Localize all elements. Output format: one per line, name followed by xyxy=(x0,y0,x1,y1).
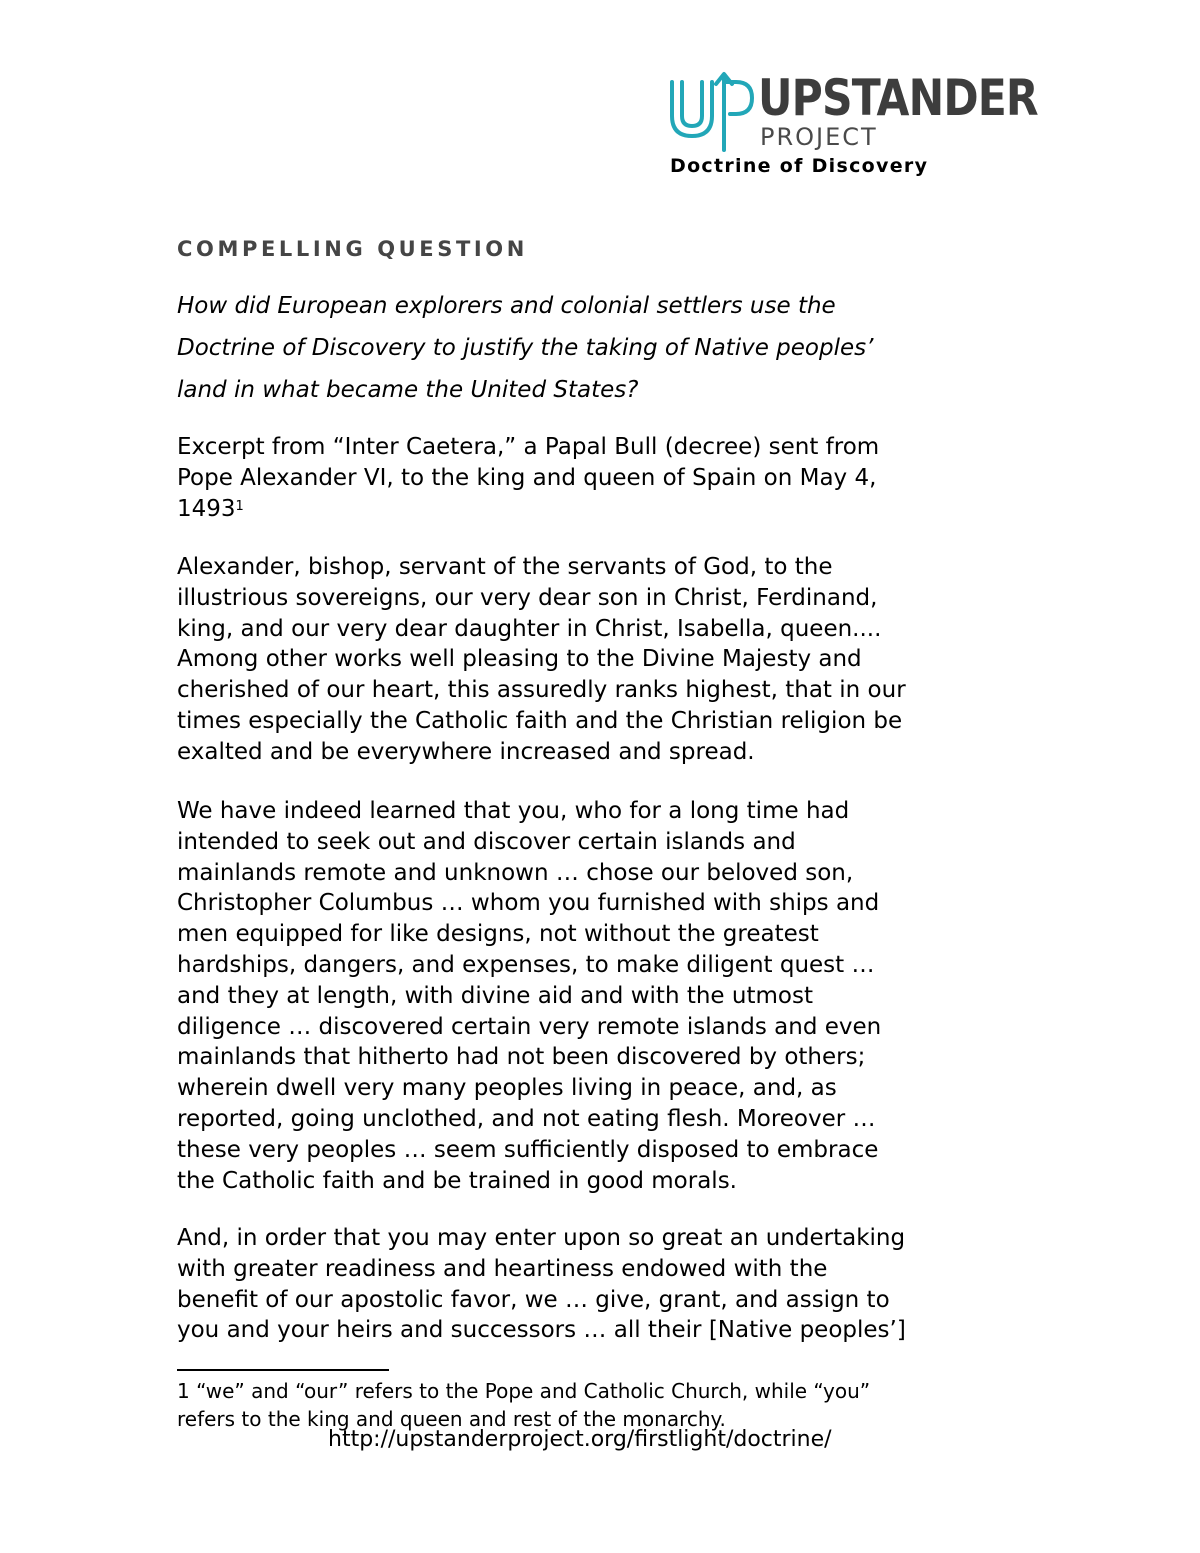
paragraph-line: the Catholic faith and be trained in good morals. xyxy=(177,1167,737,1194)
paragraph-line: benefit of our apostolic favor, we … give, grant, and assign to xyxy=(177,1286,890,1313)
paragraph-line: reported, going unclothed, and not eating flesh. Moreover … xyxy=(177,1105,876,1132)
paragraph-line: you and your heirs and successors … all their [Native peoples’] xyxy=(177,1317,906,1344)
footnote-line: 1 “we” and “our” refers to the Pope and Catholic Church, while “you” xyxy=(177,1379,871,1403)
compelling-question xyxy=(177,285,1037,411)
paragraph-line: king, and our very dear daughter in Christ, Isabella, queen.... xyxy=(177,615,882,642)
upstander-logo xyxy=(668,68,1038,152)
excerpt-paragraph-2 xyxy=(177,796,1057,1196)
question-line: land in what became the United States? xyxy=(177,377,639,403)
paragraph-line: intended to seek out and discover certain islands and xyxy=(177,828,796,855)
logo-wordmark: UPSTANDER xyxy=(758,69,1038,127)
intro-line: Pope Alexander VI, to the king and queen of Spain on May 4, xyxy=(177,464,877,491)
intro-line: Excerpt from “Inter Caetera,” a Papal Bull (decree) sent from xyxy=(177,434,880,460)
paragraph-line: and they at length, with divine aid and with the utmost xyxy=(177,982,813,1009)
paragraph-line: diligence … discovered certain very remote islands and even xyxy=(177,1013,882,1040)
paragraph-line: mainlands remote and unknown … chose our beloved son, xyxy=(177,859,854,886)
paragraph-line: We have indeed learned that you, who for a long time had xyxy=(177,798,850,824)
paragraph-line: times especially the Catholic faith and the Christian religion be xyxy=(177,707,903,734)
footnote-reference[interactable]: 1 xyxy=(235,498,244,514)
paragraph-line: wherein dwell very many peoples living in peace, and, as xyxy=(177,1075,837,1102)
header-subtitle: Doctrine of Discovery xyxy=(670,155,929,177)
paragraph-line: And, in order that you may enter upon so great an undertaking xyxy=(177,1225,906,1251)
footnote-line: refers to the king and queen and rest of the monarchy. xyxy=(177,1407,726,1431)
footnote-divider xyxy=(177,1369,389,1371)
section-label: COMPELLING QUESTION xyxy=(177,237,528,261)
intro-year: 1493 xyxy=(177,495,236,522)
footer-url-link[interactable]: http://upstanderproject.org/firstlight/doctrine/ xyxy=(328,1427,832,1452)
paragraph-line: Alexander, bishop, servant of the servants of God, to the xyxy=(177,554,833,580)
paragraph-line: Among other works well pleasing to the Divine Majesty and xyxy=(177,646,862,673)
paragraph-line: cherished of our heart, this assuredly ranks highest, that in our xyxy=(177,677,906,704)
excerpt-paragraph-3 xyxy=(177,1223,1057,1346)
question-line: Doctrine of Discovery to justify the taking of Native peoples’ xyxy=(177,335,874,361)
paragraph-line: these very peoples … seem sufficiently disposed to embrace xyxy=(177,1136,879,1163)
paragraph-line: Christopher Columbus … whom you furnished with ships and xyxy=(177,890,880,917)
intro-paragraph xyxy=(177,432,1057,524)
paragraph-line: mainlands that hitherto had not been discovered by others; xyxy=(177,1044,866,1071)
intro-line xyxy=(177,494,1057,525)
up-arrow-icon xyxy=(668,68,758,152)
paragraph-line: illustrious sovereigns, our very dear son in Christ, Ferdinand, xyxy=(177,584,878,611)
paragraph-line: men equipped for like designs, not without the greatest xyxy=(177,921,819,948)
excerpt-paragraph-1 xyxy=(177,552,1057,768)
logo-subword: PROJECT xyxy=(760,123,878,151)
question-line: How did European explorers and colonial settlers use the xyxy=(177,293,836,319)
paragraph-line: hardships, dangers, and expenses, to make diligent quest … xyxy=(177,951,875,978)
paragraph-line: exalted and be everywhere increased and spread. xyxy=(177,738,755,765)
paragraph-line: with greater readiness and heartiness endowed with the xyxy=(177,1255,828,1282)
